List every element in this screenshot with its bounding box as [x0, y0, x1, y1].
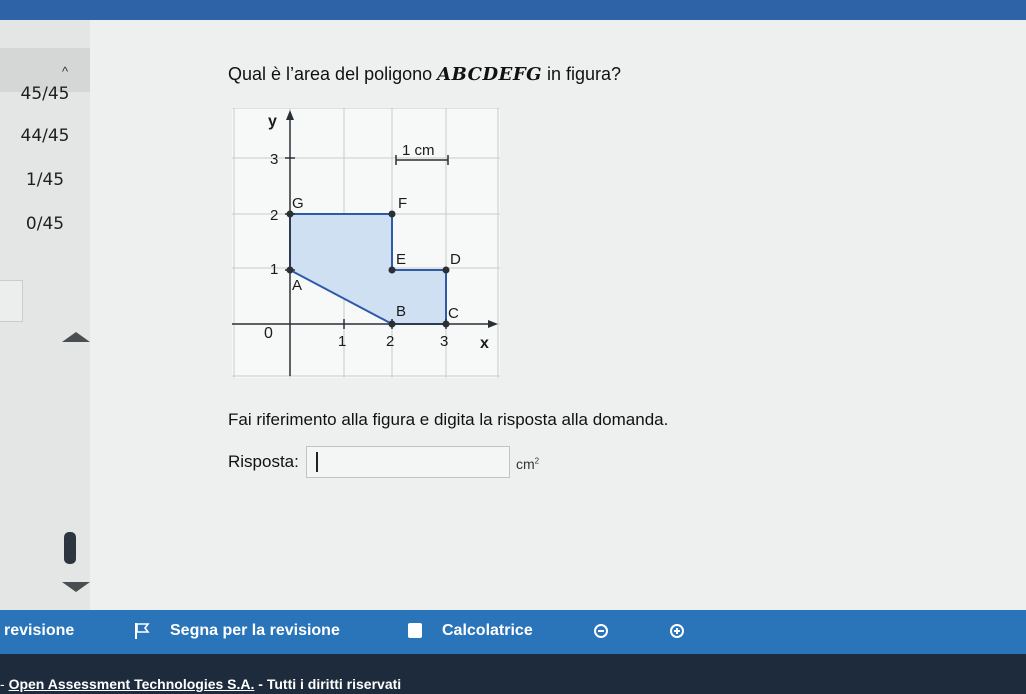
- point-label-a: A: [292, 277, 303, 294]
- calculator-button[interactable]: Calcolatrice: [442, 622, 533, 639]
- top-bar: [0, 0, 1026, 20]
- company-link[interactable]: Open Assessment Technologies S.A.: [8, 676, 255, 692]
- answer-unit: [516, 456, 539, 472]
- point-label-c: C: [448, 305, 459, 322]
- unit-base: cm: [516, 456, 535, 472]
- polygon-figure: [232, 108, 500, 378]
- answer-label: Risposta:: [228, 452, 299, 471]
- unit-exponent: 2: [534, 456, 540, 466]
- y-tick-label-2: 2: [270, 207, 279, 224]
- question-nav-sidebar: [0, 20, 90, 610]
- zoom-in-icon[interactable]: [670, 624, 684, 638]
- footer-rights: - Tutti i diritti riservati: [254, 676, 402, 692]
- scale-label: 1 cm: [402, 142, 435, 159]
- y-tick-label-3: 3: [270, 151, 279, 168]
- flag-icon: [134, 622, 150, 640]
- collapse-up-icon[interactable]: ^: [62, 64, 69, 79]
- scroll-down-icon[interactable]: [62, 582, 90, 592]
- question-suffix: in figura?: [541, 64, 622, 84]
- mark-for-review-button[interactable]: Segna per la revisione: [170, 622, 340, 639]
- point-label-f: F: [398, 195, 408, 212]
- y-tick-label-1: 1: [270, 261, 279, 278]
- footer: [0, 654, 1026, 694]
- point-label-d: D: [450, 251, 461, 268]
- sidebar-panel-box: [0, 280, 23, 322]
- point-label-g: G: [292, 195, 304, 212]
- question-prefix: Qual è l’area del poligono: [228, 64, 438, 84]
- x-tick-label-3: 3: [440, 333, 449, 350]
- footer-text: - Open Assessment Technologies S.A. - Tutti i diritti riservati: [0, 676, 402, 692]
- x-tick-label-2: 2: [386, 333, 395, 350]
- review-button[interactable]: revisione: [4, 622, 75, 639]
- calculator-icon: [408, 623, 422, 638]
- sidebar-item-45-45[interactable]: 45/45: [20, 84, 70, 104]
- zoom-out-icon[interactable]: [594, 624, 608, 638]
- y-axis-label: y: [268, 113, 277, 130]
- point-label-b: B: [396, 303, 407, 320]
- x-tick-label-1: 1: [338, 333, 347, 350]
- polygon-name: ABCDEFG: [437, 64, 542, 85]
- scroll-up-icon[interactable]: [62, 332, 90, 342]
- scrollbar-thumb[interactable]: [64, 532, 76, 564]
- origin-label: 0: [264, 325, 273, 342]
- x-axis-label: x: [480, 335, 489, 352]
- instruction-text: Fai riferimento alla figura e digita la risposta alla domanda.: [228, 410, 669, 429]
- sidebar-item-0-45[interactable]: 0/45: [25, 214, 65, 234]
- question-text: [228, 64, 621, 85]
- answer-input[interactable]: [306, 446, 510, 478]
- sidebar-item-44-45[interactable]: 44/45: [20, 126, 70, 146]
- point-label-e: E: [396, 251, 407, 268]
- bottom-toolbar: [0, 610, 1026, 654]
- text-caret: [316, 452, 318, 472]
- sidebar-item-1-45[interactable]: 1/45: [25, 170, 65, 190]
